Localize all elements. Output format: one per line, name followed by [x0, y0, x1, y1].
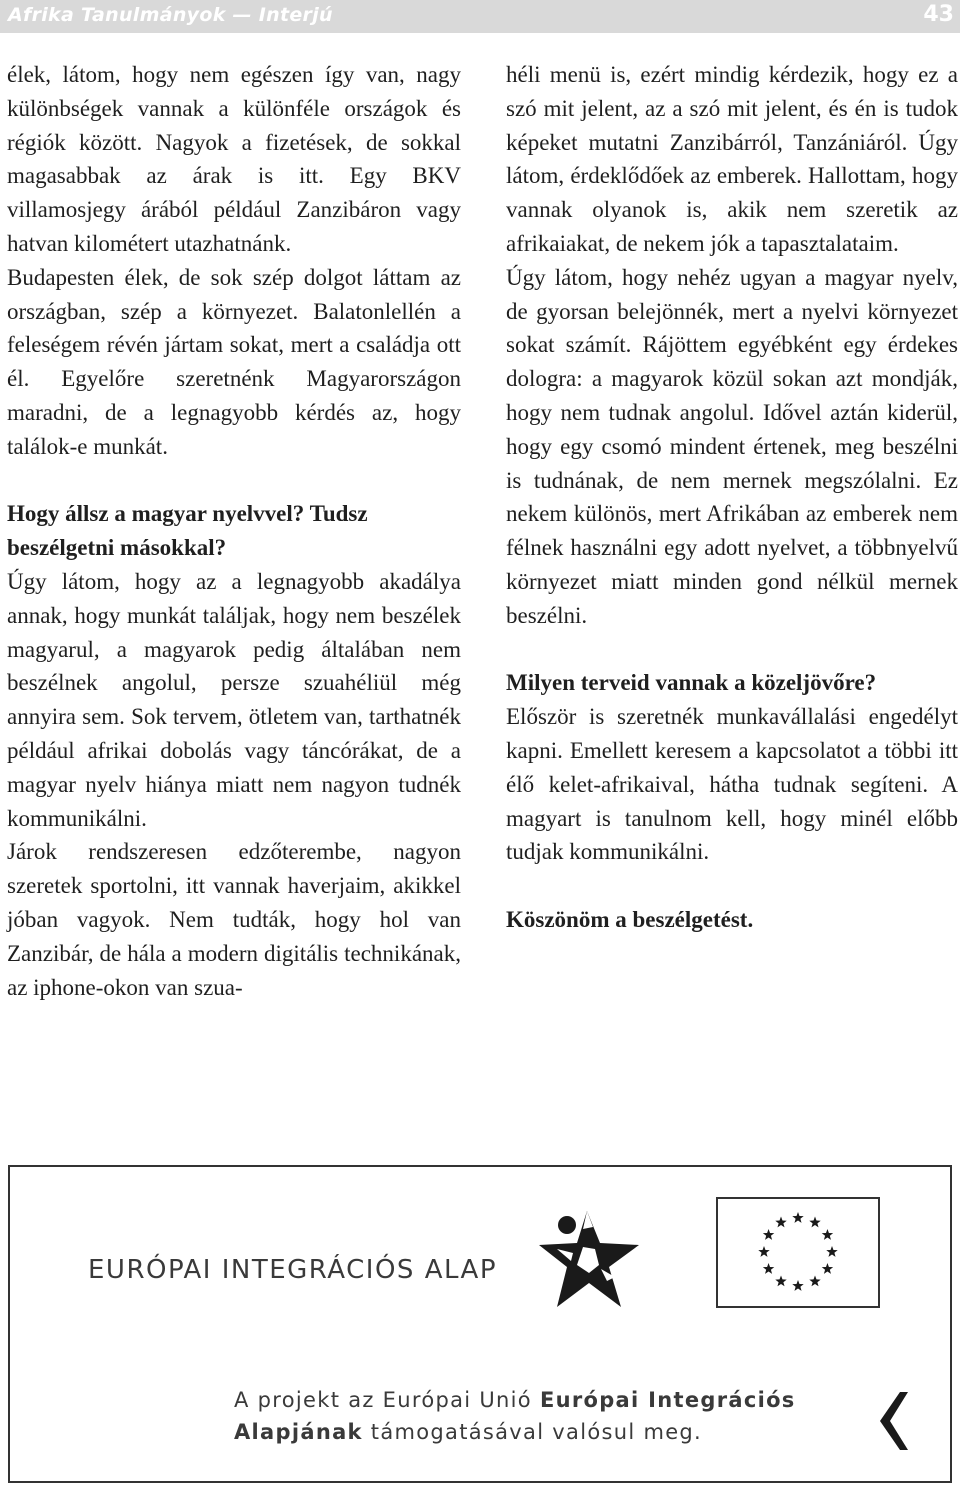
page-header	[0, 0, 960, 33]
eu-stars-ring	[718, 1199, 878, 1306]
bracket-logo-icon	[876, 1392, 908, 1450]
paragraph: Úgy látom, hogy az a legnagyobb akadálya annak, hogy munkát találjak, hogy nem beszélek magyarul, a magyarok pedig általában nem beszélnek angolul, persze szuahéliül még annyira sem. Sok tervem, ötletem van, tarthatnék például afrikai dobolás vagy táncórákat, de a magyar nyelv hiánya miatt nem nagyon tudnék kommunikálni.	[7, 568, 461, 831]
funding-line-1: A projekt az Európai Unió Európai Integrációs	[234, 1388, 796, 1412]
closing-line: Köszönöm a beszélgetést.	[506, 906, 754, 932]
running-title: Afrika Tanulmányok — Interjú	[8, 4, 333, 26]
page-number: 43	[923, 2, 954, 27]
paragraph: Járok rendszeresen edzőterembe, nagyon szeretek sportolni, itt vannak haverjaim, akikkel jóban vagyok. Nem tudták, hogy hol van Zanzibár, de hála a modern digitális technikának, az iphone-okon van szua-	[7, 839, 461, 1000]
eu-star-icon	[809, 1217, 820, 1228]
interview-question: Hogy állsz a magyar nyelvvel? Tudsz beszélgetni másokkal?	[7, 501, 368, 561]
paragraph: Először is szeretnék munkavállalási engedélyt kapni. Emellett keresem a kapcsolatot a többi itt élő kelet-afrikaival, hátha tudnak segíteni. A magyart is tanulnom kell, hogy minél előbb tudjak kommunikálni.	[506, 704, 958, 865]
left-column	[7, 58, 461, 1004]
fund-name: EURÓPAI INTEGRÁCIÓS ALAP	[88, 1255, 498, 1285]
eu-star-icon	[792, 1212, 803, 1223]
eu-star-icon	[763, 1263, 774, 1274]
paragraph: élek, látom, hogy nem egészen így van, nagy különbségek vannak a különféle országok és régiók között. Nagyok a fizetések, de sokkal magasabbak az árak is itt. Egy BKV villamosjegy árából például Zanzibáron vagy hatvan kilométert utazhatnánk.	[7, 62, 461, 256]
eu-star-icon	[826, 1246, 837, 1257]
eu-star-icon	[822, 1229, 833, 1240]
eu-star-icon	[775, 1275, 786, 1286]
star-figure-logo-icon	[537, 1207, 643, 1311]
paragraph: Úgy látom, hogy nehéz ugyan a magyar nyelv, de gyorsan belejönnék, mert a nyelvi környezet sokat számít. Rájöttem egyébként egy érdekes dologra: a magyarok közül sokan azt mondják, hogy nem tudnak angolul. Idővel aztán kiderül, hogy egy csomó mindent értenek, meg beszélni is tudnának, de nem mernek megszólalni. Ez nekem különös, mert Afrikában az emberek nem félnek használni egy adott nyelvet, a többnyelvű környezet miatt minden gond nélkül mernek beszélni.	[506, 264, 958, 628]
paragraph: héli menü is, ezért mindig kérdezik, hogy ez a szó mit jelent, az a szó mit jelent, és én is tudok képeket mutatni Zanzibárról, Tanzániáról. Úgy látom, érdeklődőek az emberek. Hallottam, hogy vannak olyanok is, akik nem szeretik az afrikaiakat, de nekem jók a tapasztalataim.	[506, 62, 958, 256]
eu-star-icon	[775, 1217, 786, 1228]
paragraph: Budapesten élek, de sok szép dolgot láttam az országban, szép a környezet. Balatonlellén a feleségem révén jártam sokat, mert a családja ott él. Egyelőre szeretnénk Magyarországon maradni, de a legnagyobb kérdés az, hogy találok-e munkát.	[7, 264, 461, 459]
eu-star-icon	[763, 1229, 774, 1240]
right-column	[506, 58, 958, 937]
funding-box	[8, 1165, 952, 1483]
interview-question: Milyen terveid vannak a közeljövőre?	[506, 670, 877, 696]
eu-star-icon	[758, 1246, 769, 1257]
eu-star-icon	[822, 1263, 833, 1274]
funding-line-2: Alapjának támogatásával valósul meg.	[234, 1420, 703, 1444]
funding-statement	[234, 1384, 796, 1448]
eu-star-icon	[792, 1280, 803, 1291]
eu-flag-icon	[716, 1197, 880, 1308]
eu-star-icon	[809, 1275, 820, 1286]
